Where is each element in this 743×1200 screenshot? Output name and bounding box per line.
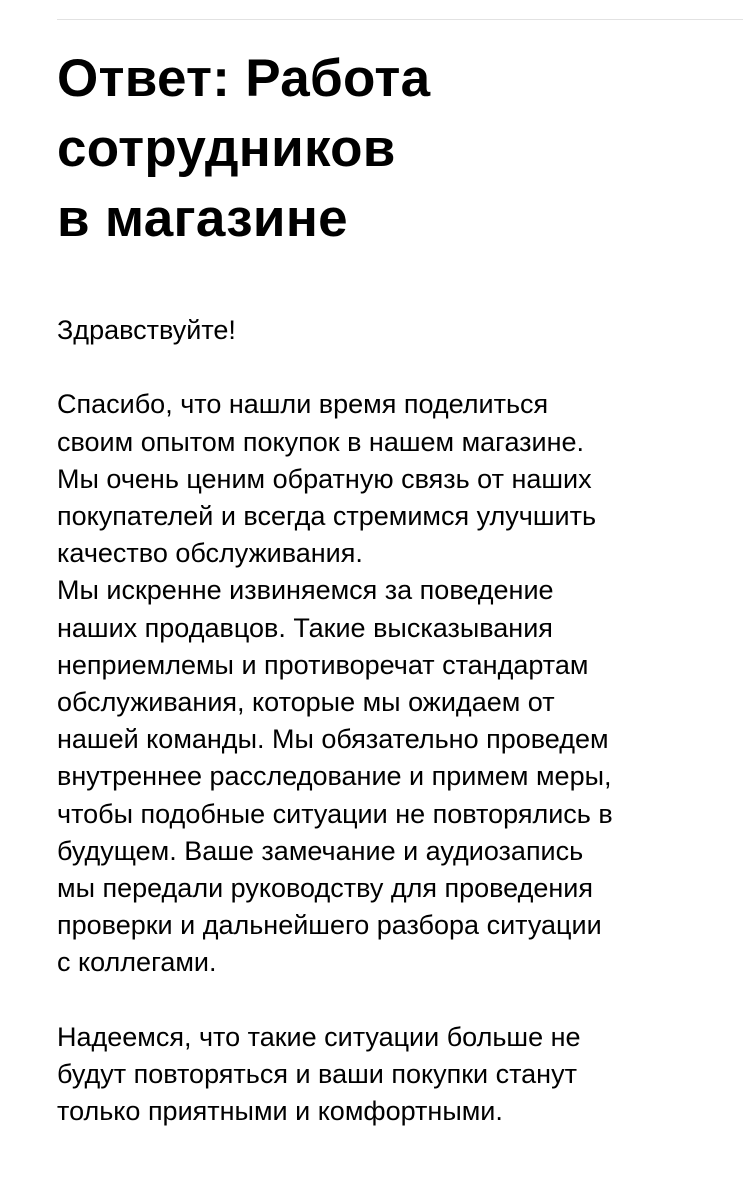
title-line: Ответ: Работа: [57, 49, 431, 108]
text-line: нашей команды. Мы обязательно проведем: [57, 724, 609, 755]
greeting: [57, 312, 613, 349]
text-line: покупателей и всегда стремимся улучшить: [57, 501, 597, 531]
text-line: Надеемся, что такие ситуации больше не: [57, 1021, 581, 1052]
text-line: наших продавцов. Такие высказывания: [57, 612, 553, 643]
text-line: чтобы подобные ситуации не повторялись в: [57, 798, 613, 829]
text-line: с коллегами.: [57, 947, 217, 978]
text-line: Мы искренне извиняемся за поведение: [57, 575, 554, 606]
text-line: внутреннее расследование и примем меры,: [57, 761, 612, 792]
article-title: [57, 44, 430, 254]
text-line: будущем. Ваше замечание и аудиозапись: [57, 835, 584, 866]
text-line: своим опытом покупок в нашем магазине.: [57, 426, 585, 457]
text-line: только приятными и комфортными.: [57, 1096, 503, 1127]
title-line: сотрудников: [57, 119, 396, 178]
text-line: мы передали руководству для проведения: [57, 873, 593, 904]
title-line: в магазине: [57, 189, 348, 248]
text-line: неприемлемы и противоречат стандартам: [57, 649, 589, 680]
text-line: качество обслуживания.: [57, 538, 363, 569]
text-line: обслуживания, которые мы ожидаем от: [57, 687, 555, 718]
text-line: будут повторяться и ваши покупки станут: [57, 1059, 577, 1090]
top-divider: [57, 19, 743, 20]
paragraph-main: [57, 386, 613, 981]
text-line: Мы очень ценим обратную связь от наших: [57, 463, 592, 494]
text-line: проверки и дальнейшего разбора ситуации: [57, 910, 602, 941]
text-line: Спасибо, что нашли время поделиться: [57, 389, 549, 420]
paragraph-closing: [57, 1019, 613, 1131]
article-body: [57, 312, 613, 1168]
greeting-text: Здравствуйте!: [57, 315, 236, 345]
